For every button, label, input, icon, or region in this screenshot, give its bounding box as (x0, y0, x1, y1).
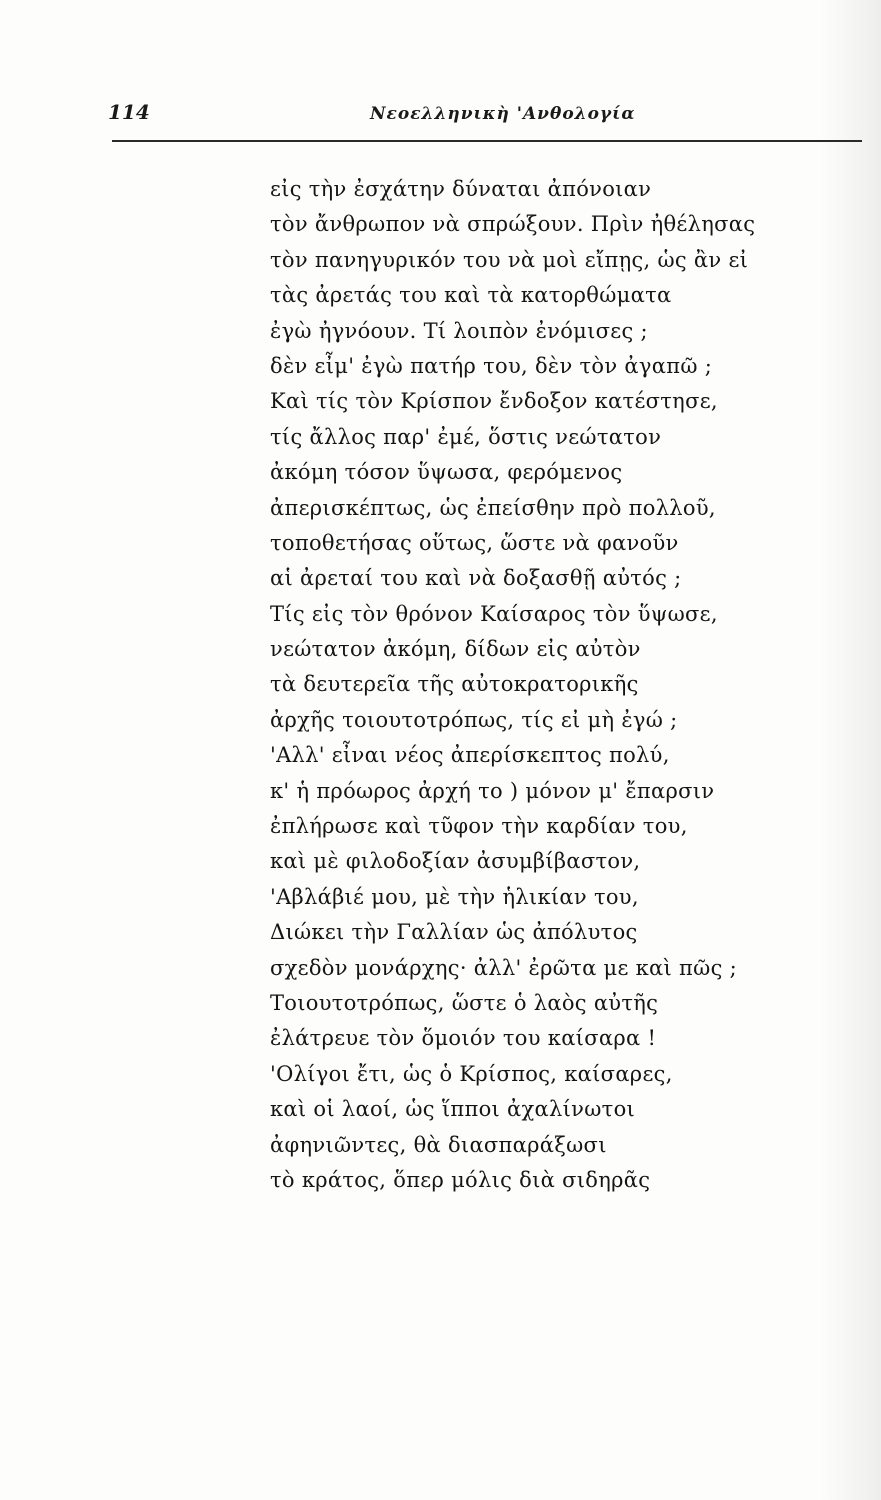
header-rule (112, 140, 862, 142)
poem-line: κ' ἡ πρόωρος ἀρχή το ) μόνον μ' ἔπαρσιν (270, 778, 715, 803)
poem-line: αἱ ἀρεταί του καὶ νὰ δοξασθῇ αὐτός ; (270, 566, 682, 591)
poem-line: τοποθετήσας οὕτως, ὥστε νὰ φανοῦν (270, 530, 679, 555)
poem-text (270, 172, 830, 1198)
poem-line: ἀκόμη τόσον ὕψωσα, φερόμενος (270, 460, 623, 485)
poem-line: τίς ἄλλος παρ' ἐμέ, ὅστις νεώτατον (270, 424, 662, 449)
poem-line: 'Αλλ' εἶναι νέος ἀπερίσκεπτος πολύ, (270, 743, 670, 768)
poem-line: 'Ολίγοι ἔτι, ὡς ὁ Κρίσπος, καίσαρες, (270, 1061, 673, 1086)
poem-line: τὸν ἄνθρωπον νὰ σπρώξουν. Πρὶν ἠθέλησας (270, 212, 756, 237)
poem-line: καὶ οἱ λαοί, ὡς ἵπποι ἀχαλίνωτοι (270, 1097, 636, 1122)
poem-line: εἰς τὴν ἐσχάτην δύναται ἀπόνοιαν (270, 177, 652, 201)
poem-line: ἀφηνιῶντες, θὰ διασπαράξωσι (270, 1132, 607, 1157)
poem-line: δὲν εἶμ' ἐγὼ πατήρ του, δὲν τὸν ἀγαπῶ ; (270, 353, 713, 378)
poem-line: Διώκει τὴν Γαλλίαν ὡς ἀπόλυτος (270, 920, 638, 945)
poem-line: 'Αβλάβιέ μου, μὲ τὴν ἡλικίαν του, (270, 884, 639, 909)
poem-line: Καὶ τίς τὸν Κρίσπον ἔνδοξον κατέστησε, (270, 389, 718, 414)
poem-line: Τοιουτοτρόπως, ὥστε ὁ λαὸς αὐτῆς (270, 990, 659, 1015)
poem-line: σχεδὸν μονάρχης· ἀλλ' ἐρῶτα με καὶ πῶς ; (270, 955, 737, 980)
page-number: 114 (108, 100, 150, 124)
poem-line: τὸ κράτος, ὅπερ μόλις διὰ σιδηρᾶς (270, 1167, 651, 1192)
poem-line: καὶ μὲ φιλοδοξίαν ἀσυμβίβαστον, (270, 849, 641, 874)
poem-line: τὰς ἀρετάς του καὶ τὰ κατορθώματα (270, 283, 672, 308)
poem-line: ἐγὼ ἠγνόουν. Τί λοιπὸν ἐνόμισες ; (270, 318, 648, 343)
page-edge-shadow (821, 0, 881, 1500)
poem-line: νεώτατον ἀκόμη, δίδων εἰς αὐτὸν (270, 637, 641, 662)
poem-line: Τίς εἰς τὸν θρόνον Καίσαρος τὸν ὕψωσε, (270, 601, 718, 626)
poem-line: ἀρχῆς τοιουτοτρόπως, τίς εἰ μὴ ἐγώ ; (270, 707, 678, 732)
running-title: Νεοελληνικὴ 'Ανθολογία (370, 104, 636, 124)
poem-line: ἐλάτρευε τὸν ὅμοιόν του καίσαρα ! (270, 1026, 657, 1051)
poem-line: ἀπερισκέπτως, ὡς ἐπείσθην πρὸ πολλοῦ, (270, 495, 716, 520)
poem-line: τὸν πανηγυρικόν του νὰ μοὶ εἴπῃς, ὡς ἂν εἰ (270, 247, 749, 272)
poem-line: ἐπλήρωσε καὶ τῦφον τὴν καρδίαν του, (270, 814, 688, 839)
poem-line: τὰ δευτερεῖα τῆς αὐτοκρατορικῆς (270, 672, 639, 697)
